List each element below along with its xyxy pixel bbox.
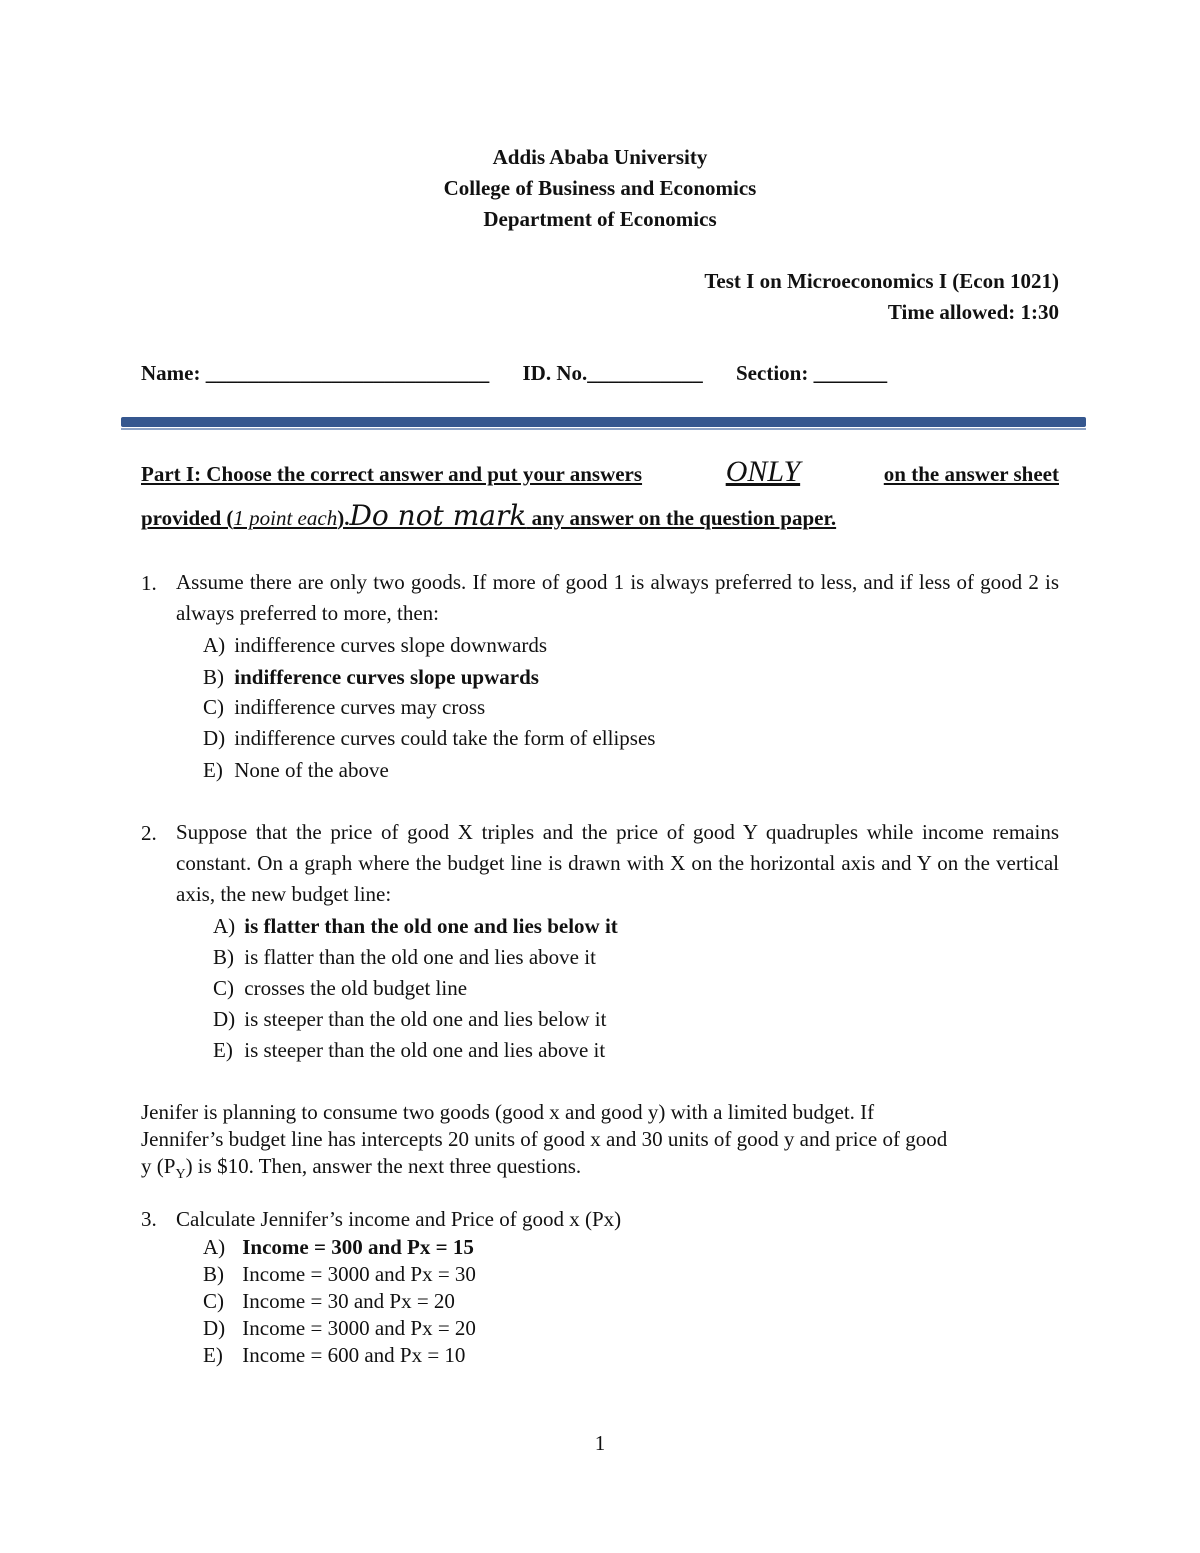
department-name: Department of Economics bbox=[483, 207, 717, 231]
question-1-text: Assume there are only two goods. If more of good 1 is always preferred to less, and if less of good 2 is always preferred to more, then: bbox=[176, 570, 1059, 625]
do-not-mark-emphasis: Do not mark bbox=[349, 499, 527, 532]
question-3-option-d: D) Income = 3000 and Px = 20 bbox=[203, 1316, 476, 1340]
question-2-option-d: D) is steeper than the old one and lies below it bbox=[213, 1007, 607, 1031]
question-2-option-c: C) crosses the old budget line bbox=[213, 976, 468, 1000]
part1-heading-line1 bbox=[141, 455, 1059, 489]
question-3-option-c: C) Income = 30 and Px = 20 bbox=[203, 1289, 455, 1313]
py-subscript: Y bbox=[175, 1167, 186, 1183]
question-3-number: 3. bbox=[141, 1207, 157, 1231]
passage-line-2: Jennifer’s budget line has intercepts 20 units of good x and 30 units of good y and price of good bbox=[141, 1127, 948, 1151]
question-1-option-e: E) None of the above bbox=[203, 758, 389, 782]
question-1-option-b: B) indifference curves slope upwards bbox=[203, 665, 539, 689]
question-3-option-e: E) Income = 600 and Px = 10 bbox=[203, 1343, 466, 1367]
do-not-mark-rest: any answer on the question paper. bbox=[526, 506, 837, 530]
part1-instruction: Part I: Choose the correct answer and put your answers bbox=[141, 462, 643, 486]
question-2-text: Suppose that the price of good X triples and the price of good Y quadruples while income remains constant. On a graph where the budget line is drawn with X on the horizontal axis and Y on the vertical axis, the new budget line: bbox=[176, 820, 1059, 906]
test-title: Test I on Microeconomics I (Econ 1021) bbox=[704, 269, 1059, 293]
header-divider bbox=[121, 417, 1086, 427]
question-1-option-a: A) indifference curves slope downwards bbox=[203, 633, 548, 657]
part1-instruction-end: on the answer sheet bbox=[883, 462, 1059, 486]
question-2-option-b: B) is flatter than the old one and lies above it bbox=[213, 945, 596, 969]
university-name: Addis Ababa University bbox=[492, 145, 708, 169]
id-field: ID. No.___________ bbox=[522, 361, 703, 385]
passage-line-1: Jenifer is planning to consume two goods (good x and good y) with a limited budget. If bbox=[141, 1100, 875, 1124]
college-name: College of Business and Economics bbox=[443, 176, 757, 200]
time-allowed: Time allowed: 1:30 bbox=[887, 300, 1059, 324]
section-field: Section: _______ bbox=[736, 361, 888, 385]
question-1-number: 1. bbox=[141, 571, 157, 595]
name-field: Name: ___________________________ bbox=[141, 361, 490, 385]
page-number: 1 bbox=[594, 1431, 606, 1455]
provided-text: provided ( bbox=[141, 506, 234, 530]
question-3-option-a: A) Income = 300 and Px = 15 bbox=[203, 1235, 474, 1259]
provided-close: ). bbox=[337, 506, 350, 530]
question-3-option-b: B) Income = 3000 and Px = 30 bbox=[203, 1262, 476, 1286]
question-2-option-a: A) is flatter than the old one and lies below it bbox=[213, 914, 618, 938]
question-3-text: Calculate Jennifer’s income and Price of good x (Px) bbox=[176, 1207, 622, 1231]
question-1-option-d: D) indifference curves could take the form of ellipses bbox=[203, 726, 656, 750]
question-2-option-e: E) is steeper than the old one and lies above it bbox=[213, 1038, 606, 1062]
question-2-number: 2. bbox=[141, 821, 157, 845]
part1-heading-line2 bbox=[141, 499, 1059, 532]
only-emphasis: ONLY bbox=[725, 455, 801, 488]
points-note: 1 point each bbox=[233, 506, 338, 530]
question-1-option-c: C) indifference curves may cross bbox=[203, 695, 486, 719]
student-info-fields bbox=[141, 361, 915, 386]
passage-line-3: y $(P_Y)$ is $10. Then, answer the next three questions. bbox=[141, 1154, 582, 1183]
